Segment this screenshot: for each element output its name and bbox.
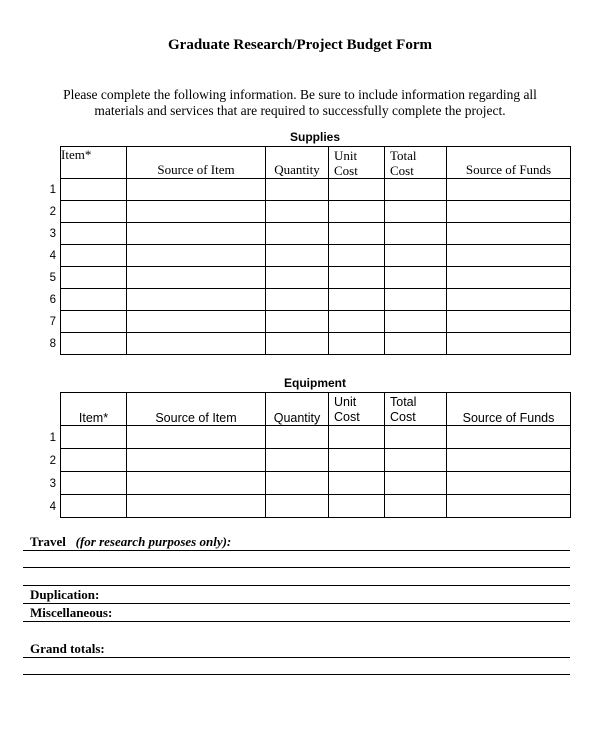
supplies-cell-source[interactable] (127, 311, 266, 333)
supplies-cell-funds[interactable] (447, 245, 571, 267)
equipment-cell-quantity[interactable] (266, 449, 329, 472)
supplies-cell-total-cost[interactable] (385, 289, 447, 311)
supplies-cell-unit-cost[interactable] (329, 201, 385, 223)
supplies-cell-total-cost[interactable] (385, 223, 447, 245)
supplies-cell-unit-cost[interactable] (329, 333, 385, 355)
supplies-cell-unit-cost[interactable] (329, 223, 385, 245)
supplies-row (61, 179, 571, 201)
equipment-cell-total-cost[interactable] (385, 426, 447, 449)
supplies-cell-quantity[interactable] (266, 311, 329, 333)
supplies-row (61, 201, 571, 223)
travel-field (30, 534, 231, 550)
supplies-cell-item[interactable] (61, 267, 127, 289)
duplication-line[interactable] (23, 603, 570, 604)
equipment-total-label: Total (390, 395, 417, 409)
supplies-cell-total-cost[interactable] (385, 311, 447, 333)
equipment-row-number: 2 (49, 455, 56, 467)
travel-line-3[interactable] (23, 585, 570, 586)
equipment-cell-funds[interactable] (447, 495, 571, 518)
supplies-row-number: 6 (49, 294, 56, 306)
supplies-cell-total-cost[interactable] (385, 333, 447, 355)
supplies-cell-funds[interactable] (447, 179, 571, 201)
equipment-cell-total-cost[interactable] (385, 449, 447, 472)
supplies-col-quantity: Quantity (266, 147, 329, 179)
equipment-col-unit-cost (329, 393, 385, 426)
equipment-row (61, 472, 571, 495)
supplies-cell-source[interactable] (127, 333, 266, 355)
supplies-cell-unit-cost[interactable] (329, 179, 385, 201)
supplies-table (60, 146, 571, 355)
supplies-cell-item[interactable] (61, 311, 127, 333)
supplies-row-number: 1 (49, 184, 56, 196)
supplies-row-number: 7 (49, 316, 56, 328)
equipment-cell-unit-cost[interactable] (329, 426, 385, 449)
supplies-cell-total-cost[interactable] (385, 201, 447, 223)
travel-line-1[interactable] (23, 550, 570, 551)
equipment-cell-source[interactable] (127, 472, 266, 495)
supplies-cell-unit-cost[interactable] (329, 245, 385, 267)
supplies-cell-unit-cost[interactable] (329, 267, 385, 289)
equipment-table (60, 392, 571, 518)
supplies-cell-quantity[interactable] (266, 333, 329, 355)
supplies-row-number: 3 (49, 228, 56, 240)
equipment-cell-unit-cost[interactable] (329, 472, 385, 495)
equipment-row-number: 3 (49, 478, 56, 490)
equipment-row-number: 1 (49, 432, 56, 444)
supplies-cell-quantity[interactable] (266, 223, 329, 245)
supplies-row (61, 311, 571, 333)
supplies-row (61, 333, 571, 355)
supplies-total-cost-label: Cost (390, 163, 414, 178)
supplies-row (61, 223, 571, 245)
equipment-cell-unit-cost[interactable] (329, 449, 385, 472)
supplies-cell-source[interactable] (127, 245, 266, 267)
supplies-col-total-cost (385, 147, 447, 179)
supplies-cell-unit-cost[interactable] (329, 289, 385, 311)
supplies-cell-source[interactable] (127, 289, 266, 311)
grand-totals-line-2[interactable] (23, 674, 570, 675)
supplies-unit-label: Unit (334, 148, 358, 163)
instructions-line-1: Please complete the following information. Be sure to include information regarding all (63, 87, 537, 102)
supplies-cell-source[interactable] (127, 267, 266, 289)
supplies-cell-quantity[interactable] (266, 245, 329, 267)
equipment-cell-source[interactable] (127, 495, 266, 518)
supplies-cell-quantity[interactable] (266, 179, 329, 201)
equipment-row (61, 426, 571, 449)
grand-totals-label: Grand totals: (30, 641, 105, 656)
grand-totals-line-1[interactable] (23, 657, 570, 658)
equipment-cell-item[interactable] (61, 426, 127, 449)
supplies-cell-item[interactable] (61, 245, 127, 267)
supplies-cell-item[interactable] (61, 289, 127, 311)
supplies-row-number: 4 (49, 250, 56, 262)
supplies-cell-item[interactable] (61, 201, 127, 223)
supplies-row (61, 289, 571, 311)
equipment-cell-quantity[interactable] (266, 472, 329, 495)
equipment-col-funds: Source of Funds (447, 393, 571, 426)
miscellaneous-line[interactable] (23, 621, 570, 622)
equipment-title: Equipment (284, 376, 346, 390)
supplies-col-funds: Source of Funds (447, 147, 571, 179)
supplies-total-label: Total (390, 148, 417, 163)
supplies-cell-funds[interactable] (447, 267, 571, 289)
equipment-cell-unit-cost[interactable] (329, 495, 385, 518)
equipment-cell-funds[interactable] (447, 472, 571, 495)
equipment-header-row (61, 393, 571, 426)
supplies-unit-cost-label: Cost (334, 163, 358, 178)
equipment-row-number: 4 (49, 501, 56, 513)
supplies-row-number: 8 (49, 338, 56, 350)
supplies-cell-source[interactable] (127, 201, 266, 223)
equipment-cell-total-cost[interactable] (385, 495, 447, 518)
supplies-row-number: 5 (49, 272, 56, 284)
supplies-row (61, 267, 571, 289)
equipment-cell-funds[interactable] (447, 449, 571, 472)
equipment-cell-item[interactable] (61, 449, 127, 472)
supplies-cell-source[interactable] (127, 223, 266, 245)
supplies-cell-source[interactable] (127, 179, 266, 201)
supplies-cell-quantity[interactable] (266, 267, 329, 289)
supplies-title: Supplies (289, 130, 340, 144)
supplies-cell-item[interactable] (61, 179, 127, 201)
equipment-cell-funds[interactable] (447, 426, 571, 449)
instructions-line-2: materials and services that are required to successfully complete the project. (94, 103, 506, 118)
supplies-header-row (61, 147, 571, 179)
supplies-col-source: Source of Item (127, 147, 266, 179)
supplies-cell-funds[interactable] (447, 311, 571, 333)
supplies-cell-quantity[interactable] (266, 201, 329, 223)
supplies-cell-quantity[interactable] (266, 289, 329, 311)
supplies-cell-funds[interactable] (447, 289, 571, 311)
supplies-cell-funds[interactable] (447, 201, 571, 223)
equipment-row (61, 495, 571, 518)
travel-line-2[interactable] (23, 567, 570, 568)
travel-label: Travel (30, 534, 66, 549)
equipment-unit-label: Unit (334, 395, 357, 409)
miscellaneous-label: Miscellaneous: (30, 605, 113, 620)
supplies-col-unit-cost (329, 147, 385, 179)
equipment-cell-quantity[interactable] (266, 495, 329, 518)
form-title: Graduate Research/Project Budget Form (168, 37, 432, 53)
equipment-row (61, 449, 571, 472)
duplication-label: Duplication: (30, 587, 100, 602)
form-instructions (30, 87, 570, 119)
equipment-col-total-cost (385, 393, 447, 426)
supplies-cell-funds[interactable] (447, 223, 571, 245)
supplies-cell-funds[interactable] (447, 333, 571, 355)
equipment-total-cost-label: Cost (390, 410, 416, 424)
equipment-cell-source[interactable] (127, 449, 266, 472)
equipment-col-item: Item* (61, 393, 127, 426)
travel-note: (for research purposes only): (75, 534, 232, 549)
equipment-unit-cost-label: Cost (334, 410, 360, 424)
equipment-cell-item[interactable] (61, 472, 127, 495)
supplies-cell-unit-cost[interactable] (329, 311, 385, 333)
equipment-col-source: Source of Item (127, 393, 266, 426)
supplies-cell-total-cost[interactable] (385, 245, 447, 267)
supplies-col-item: Item* (61, 147, 127, 179)
supplies-row-number: 2 (49, 206, 56, 218)
supplies-cell-total-cost[interactable] (385, 179, 447, 201)
equipment-cell-total-cost[interactable] (385, 472, 447, 495)
equipment-cell-source[interactable] (127, 426, 266, 449)
equipment-cell-quantity[interactable] (266, 426, 329, 449)
equipment-col-quantity: Quantity (266, 393, 329, 426)
supplies-cell-item[interactable] (61, 223, 127, 245)
supplies-cell-item[interactable] (61, 333, 127, 355)
supplies-cell-total-cost[interactable] (385, 267, 447, 289)
supplies-row (61, 245, 571, 267)
equipment-cell-item[interactable] (61, 495, 127, 518)
